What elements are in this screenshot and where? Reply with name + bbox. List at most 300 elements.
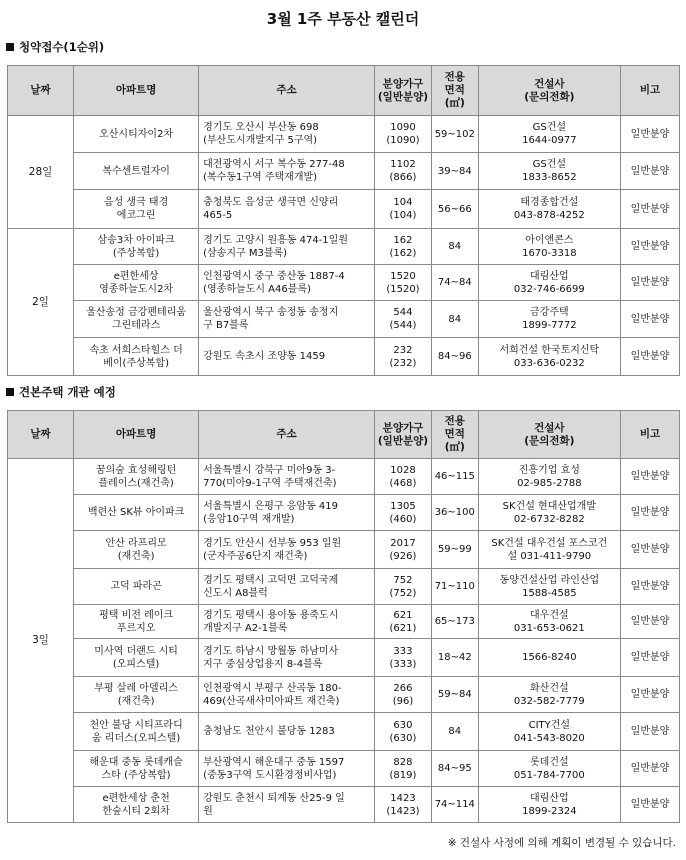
header-apartment-text: 아파트명 <box>115 428 157 440</box>
date-text: 2일 <box>32 295 49 308</box>
footnote: ※ 건설사 사정에 의해 계획이 변경될 수 있습니다. <box>447 837 676 849</box>
apartment-name-cell <box>74 116 199 153</box>
area-text: 65~173 <box>434 616 475 627</box>
address-text: 신도시 A8블럭 <box>203 587 268 599</box>
units-cell <box>375 677 432 713</box>
apartment-name-text: 움 리더스(오피스텔) <box>91 732 181 744</box>
address-cell <box>199 338 375 376</box>
apartment-name-text: 스타 (주상복합) <box>101 769 171 781</box>
apartment-name-cell <box>74 153 199 190</box>
header-date <box>8 66 74 116</box>
builder-text: 설 031-411-9790 <box>507 550 592 562</box>
note-cell <box>621 787 680 823</box>
address-text: (영종하늘도시 A46블록) <box>203 283 311 295</box>
header-builder-text: 건설사 <box>534 77 565 90</box>
builder-text: 화산건설 <box>530 682 569 694</box>
header-apartment <box>74 66 199 116</box>
note-text: 일반분양 <box>630 165 670 177</box>
apartment-name-text: 고덕 파라곤 <box>110 581 162 592</box>
builder-text: CITY건설 <box>528 719 571 731</box>
note-cell <box>621 338 680 376</box>
area-cell <box>431 531 478 569</box>
note-cell <box>621 153 680 190</box>
section-heading-model-house <box>6 384 116 400</box>
area-cell <box>431 190 478 229</box>
header-note-text: 비고 <box>639 84 661 96</box>
page-title: 3월 1주 부동산 캘린더 <box>266 10 420 28</box>
area-cell <box>431 495 478 531</box>
builder-text: 033-636-0232 <box>513 357 585 369</box>
apartment-name-text: 오산시티자이2차 <box>99 128 174 140</box>
note-text: 일반분양 <box>630 241 670 252</box>
address-text: 대전광역시 서구 복수동 277-48 <box>203 159 345 170</box>
note-cell <box>621 495 680 531</box>
area-cell <box>431 265 478 301</box>
header-units-text: 분양가구 <box>382 421 424 434</box>
apartment-name-text: 영종하늘도시2차 <box>99 283 174 295</box>
units-text: 1102 <box>390 159 416 170</box>
address-text: 770(미아9-1구역 주택재건축) <box>203 477 337 489</box>
address-text: 465-5 <box>203 210 233 221</box>
address-text: 강원도 춘천시 퇴계동 산25-9 일 <box>203 792 345 804</box>
address-text: 강원도 속초시 조양동 1459 <box>203 351 326 362</box>
header-address-text: 주소 <box>276 428 297 440</box>
builder-text: SK건설 대우건설 포스코건 <box>491 537 608 549</box>
address-text: 경기도 하남시 망월동 하남미사 <box>203 645 339 657</box>
area-text: 84~96 <box>437 351 472 362</box>
header-area-text: (㎡) <box>444 441 465 453</box>
note-text: 일반분양 <box>630 351 670 362</box>
apartment-name-text: 복수센트럴자이 <box>102 165 170 177</box>
address-text: 지구 중심상업용지 8-4블록 <box>203 658 323 670</box>
builder-text: 1644-0977 <box>522 135 577 146</box>
table-row <box>8 639 680 677</box>
area-text: 56~66 <box>437 203 472 215</box>
note-text: 일반분양 <box>630 581 670 592</box>
area-text: 84 <box>448 241 462 252</box>
units-text: (104) <box>389 210 417 221</box>
note-text: 일반분양 <box>630 203 670 215</box>
table-row <box>8 229 680 265</box>
header-area-text: 면적 <box>444 428 465 440</box>
apartment-name-text: 푸르지오 <box>116 622 156 634</box>
note-text: 일반분양 <box>630 128 670 140</box>
area-cell <box>431 713 478 751</box>
builder-text: 대림산업 <box>530 270 569 282</box>
builder-text: 대림산업 <box>530 792 569 804</box>
apartment-name-cell <box>74 605 199 639</box>
address-text: 구 B7블록 <box>203 320 249 331</box>
header-address <box>199 66 375 116</box>
note-text: 일반분양 <box>630 726 670 737</box>
note-cell <box>621 751 680 787</box>
table-row <box>8 713 680 751</box>
units-cell <box>375 190 432 229</box>
builder-text: 041-543-8020 <box>513 732 585 744</box>
apartment-name-text: 부평 살레 아델리스 <box>94 682 178 694</box>
builder-cell <box>478 229 620 265</box>
address-text: 469(산곡새사미아파트 재건축) <box>203 695 340 707</box>
address-text: (응암10구역 재개발) <box>203 513 295 525</box>
apartment-name-text: e편한세상 <box>113 270 159 282</box>
builder-text: 032-582-7779 <box>513 695 585 707</box>
units-text: 333 <box>393 645 413 657</box>
units-text: 104 <box>393 197 413 208</box>
note-cell <box>621 190 680 229</box>
address-text: 부산광역시 해운대구 중동 1597 <box>203 756 345 768</box>
builder-cell <box>478 116 620 153</box>
units-cell <box>375 495 432 531</box>
units-text: 162 <box>393 234 413 246</box>
area-text: 18~42 <box>437 652 472 663</box>
builder-cell <box>478 531 620 569</box>
header-date <box>8 411 74 459</box>
apartment-name-cell <box>74 787 199 823</box>
note-cell <box>621 459 680 495</box>
builder-cell <box>478 459 620 495</box>
apartment-name-text: 에코그린 <box>116 210 156 221</box>
builder-cell <box>478 569 620 605</box>
builder-text: 대우건설 <box>530 609 569 621</box>
note-cell <box>621 639 680 677</box>
table-row <box>8 265 680 301</box>
builder-cell <box>478 639 620 677</box>
table-row <box>8 153 680 190</box>
builder-text: 1588-4585 <box>522 587 577 599</box>
area-text: 46~115 <box>434 471 475 482</box>
apartment-name-text: 해운대 중동 롯데캐슬 <box>89 756 183 768</box>
area-text: 84 <box>448 313 462 325</box>
builder-cell <box>478 787 620 823</box>
apartment-name-text: 백련산 SK뷰 아이파크 <box>87 507 185 518</box>
address-text: 충청남도 천안시 불당동 1283 <box>203 726 335 737</box>
apartment-name-text: 속초 서희스타힐스 더 <box>89 344 183 356</box>
header-area-text: 면적 <box>444 84 465 96</box>
units-text: 1423 <box>390 792 416 804</box>
units-text: (819) <box>389 769 417 781</box>
builder-cell <box>478 338 620 376</box>
units-text: 828 <box>393 756 413 768</box>
area-cell <box>431 338 478 376</box>
units-cell <box>375 265 432 301</box>
date-text: 28일 <box>28 165 53 178</box>
units-text: 1028 <box>390 464 416 476</box>
address-text: (군자주공6단지 재건축) <box>203 550 308 562</box>
builder-text: 아이앤콘스 <box>525 234 574 246</box>
date-cell <box>8 459 74 823</box>
builder-cell <box>478 190 620 229</box>
apartment-name-cell <box>74 229 199 265</box>
area-cell <box>431 605 478 639</box>
address-text: 경기도 오산시 부산동 698 <box>203 122 319 133</box>
model-house-table <box>7 410 680 823</box>
units-cell <box>375 459 432 495</box>
address-cell <box>199 639 375 677</box>
note-text: 일반분양 <box>630 544 670 555</box>
units-text: (232) <box>389 357 417 369</box>
units-text: 544 <box>393 307 413 318</box>
note-text: 일반분양 <box>630 471 670 482</box>
apartment-name-text: 평택 비전 레이크 <box>99 609 174 621</box>
units-text: (96) <box>392 695 414 707</box>
subscription-table <box>7 65 680 376</box>
units-cell <box>375 713 432 751</box>
note-cell <box>621 301 680 338</box>
square-bullet-icon <box>6 388 14 396</box>
header-builder <box>478 66 620 116</box>
units-text: (630) <box>389 732 417 744</box>
address-cell <box>199 787 375 823</box>
units-text: 752 <box>393 574 413 586</box>
apartment-name-cell <box>74 459 199 495</box>
builder-text: 금강주택 <box>530 307 569 318</box>
builder-cell <box>478 605 620 639</box>
table-row <box>8 301 680 338</box>
apartment-name-text: 천안 불당 시티프라디 <box>89 719 183 731</box>
note-cell <box>621 677 680 713</box>
table-row <box>8 459 680 495</box>
units-cell <box>375 531 432 569</box>
address-cell <box>199 116 375 153</box>
units-cell <box>375 787 432 823</box>
header-date-text: 날짜 <box>30 84 51 96</box>
table-row <box>8 338 680 376</box>
address-cell <box>199 229 375 265</box>
header-builder-text: (문의전화) <box>524 90 575 103</box>
apartment-name-text: e편한세상 춘천 <box>102 792 170 804</box>
address-cell <box>199 495 375 531</box>
builder-cell <box>478 301 620 338</box>
address-cell <box>199 153 375 190</box>
units-text: (752) <box>389 587 417 599</box>
section-heading-subscription <box>6 39 104 55</box>
builder-text: 진흥기업 효성 <box>518 464 580 476</box>
address-text: 서울특별시 은평구 응암동 419 <box>203 500 339 512</box>
apartment-name-text: 베이(주상복합) <box>103 357 169 369</box>
units-text: (333) <box>389 658 417 670</box>
area-cell <box>431 153 478 190</box>
address-cell <box>199 569 375 605</box>
section-label: 견본주택 개관 예정 <box>19 385 116 399</box>
apartment-name-text: 울산송정 금강펜테리움 <box>86 307 186 318</box>
header-apartment-text: 아파트명 <box>115 84 157 96</box>
address-text: 경기도 안산시 선부동 953 일원 <box>203 537 342 549</box>
apartment-name-cell <box>74 190 199 229</box>
units-text: (926) <box>389 550 417 562</box>
area-cell <box>431 639 478 677</box>
address-text: 원 <box>203 805 213 817</box>
header-area-text: (㎡) <box>444 97 465 109</box>
builder-text: 02-985-2788 <box>517 477 582 489</box>
units-text: 621 <box>393 609 413 621</box>
area-text: 39~84 <box>437 165 472 177</box>
header-note <box>621 66 680 116</box>
units-text: (162) <box>389 247 417 259</box>
area-cell <box>431 751 478 787</box>
builder-text: 1833-8652 <box>522 172 577 183</box>
header-note-text: 비고 <box>639 428 661 440</box>
area-text: 36~100 <box>434 507 475 518</box>
note-cell <box>621 713 680 751</box>
units-cell <box>375 639 432 677</box>
address-cell <box>199 531 375 569</box>
note-cell <box>621 531 680 569</box>
area-text: 59~102 <box>434 128 475 140</box>
apartment-name-cell <box>74 338 199 376</box>
header-note <box>621 411 680 459</box>
note-text: 일반분양 <box>630 763 670 774</box>
builder-text: 1899-7772 <box>522 320 577 331</box>
apartment-name-cell <box>74 301 199 338</box>
apartment-name-text: 그린테라스 <box>111 320 161 331</box>
note-text: 일반분양 <box>630 799 670 810</box>
builder-text: 02-6732-8282 <box>513 513 585 525</box>
address-text: 개발지구 A2-1블록 <box>203 622 288 634</box>
table-row <box>8 190 680 229</box>
table-row <box>8 787 680 823</box>
area-text: 59~84 <box>437 689 472 700</box>
apartment-name-cell <box>74 639 199 677</box>
note-cell <box>621 605 680 639</box>
header-units <box>375 66 432 116</box>
builder-cell <box>478 495 620 531</box>
address-cell <box>199 751 375 787</box>
table-row <box>8 677 680 713</box>
header-builder-text: 건설사 <box>534 421 565 434</box>
apartment-name-cell <box>74 713 199 751</box>
square-bullet-icon <box>6 43 14 51</box>
builder-text: GS건설 <box>532 159 567 170</box>
units-text: (544) <box>389 320 417 331</box>
header-units <box>375 411 432 459</box>
apartment-name-text: 안산 라프리모 <box>105 537 167 549</box>
table-row <box>8 751 680 787</box>
units-text: (460) <box>389 513 417 525</box>
apartment-name-text: (재건축) <box>117 695 155 707</box>
address-text: 인천광역시 부평구 산곡동 180- <box>203 682 342 694</box>
table-header-row <box>8 66 680 116</box>
address-text: (삼송지구 M3블록) <box>203 247 288 259</box>
builder-text: 서희건설 한국토지신탁 <box>499 344 600 356</box>
apartment-name-text: 꿈의숲 효성해링턴 <box>95 464 177 476</box>
apartment-name-cell <box>74 677 199 713</box>
units-text: (1090) <box>386 135 420 146</box>
address-cell <box>199 713 375 751</box>
note-text: 일반분양 <box>630 313 670 325</box>
header-builder <box>478 411 620 459</box>
units-text: (621) <box>389 622 417 634</box>
header-units-text: (일반분양) <box>377 434 429 447</box>
address-text: (복수동1구역 주택재개발) <box>203 172 318 183</box>
area-text: 74~114 <box>434 799 475 810</box>
note-cell <box>621 229 680 265</box>
area-cell <box>431 116 478 153</box>
builder-cell <box>478 713 620 751</box>
area-cell <box>431 459 478 495</box>
address-text: 경기도 고양시 원흥동 474-1일원 <box>203 234 348 246</box>
units-text: 2017 <box>390 537 416 549</box>
note-text: 일반분양 <box>630 277 670 288</box>
builder-text: 032-746-6699 <box>513 283 585 295</box>
area-text: 71~110 <box>434 581 475 592</box>
date-cell <box>8 229 74 376</box>
address-cell <box>199 265 375 301</box>
apartment-name-text: 미사역 더랜드 시티 <box>94 645 178 657</box>
address-text: 경기도 평택시 용이동 용죽도시 <box>203 609 339 621</box>
note-cell <box>621 569 680 605</box>
apartment-name-text: 플레이스(재건축) <box>98 477 174 489</box>
units-text: (866) <box>389 172 417 183</box>
header-address <box>199 411 375 459</box>
units-cell <box>375 153 432 190</box>
units-cell <box>375 301 432 338</box>
address-cell <box>199 301 375 338</box>
builder-text: 동양건설산업 라인산업 <box>499 574 600 586</box>
table-row <box>8 605 680 639</box>
apartment-name-text: (주상복합) <box>112 247 160 259</box>
area-text: 59~99 <box>437 544 472 555</box>
units-cell <box>375 116 432 153</box>
builder-text: 031-653-0621 <box>513 622 585 634</box>
header-address-text: 주소 <box>276 84 297 96</box>
builder-text: 1899-2324 <box>522 805 577 817</box>
area-cell <box>431 301 478 338</box>
builder-cell <box>478 153 620 190</box>
address-cell <box>199 605 375 639</box>
builder-cell <box>478 265 620 301</box>
apartment-name-cell <box>74 265 199 301</box>
apartment-name-text: 음성 생극 태경 <box>103 197 169 208</box>
address-text: 충청북도 음성군 생극면 신양리 <box>203 197 339 208</box>
address-text: 서울특별시 강북구 미아9동 3- <box>203 464 336 476</box>
builder-text: GS건설 <box>532 122 567 133</box>
note-text: 일반분양 <box>630 689 670 700</box>
units-cell <box>375 751 432 787</box>
table-row <box>8 531 680 569</box>
section-label: 청약접수(1순위) <box>19 40 105 54</box>
date-cell <box>8 116 74 229</box>
area-cell <box>431 569 478 605</box>
apartment-name-text: (오피스텔) <box>112 658 160 670</box>
area-cell <box>431 229 478 265</box>
header-area <box>431 66 478 116</box>
area-text: 84~95 <box>437 763 472 774</box>
units-text: 232 <box>393 344 413 356</box>
address-cell <box>199 677 375 713</box>
address-cell <box>199 190 375 229</box>
note-text: 일반분양 <box>630 616 670 627</box>
units-text: 1305 <box>390 500 416 512</box>
header-units-text: (일반분양) <box>377 90 429 103</box>
units-cell <box>375 229 432 265</box>
table-row <box>8 569 680 605</box>
builder-text: 1670-3318 <box>522 247 577 259</box>
note-text: 일반분양 <box>630 507 670 518</box>
address-cell <box>199 459 375 495</box>
date-text: 3일 <box>32 634 49 646</box>
header-date-text: 날짜 <box>30 428 51 440</box>
address-text: 인천광역시 중구 중산동 1887-4 <box>203 270 345 282</box>
units-text: 266 <box>393 682 413 694</box>
area-cell <box>431 677 478 713</box>
builder-cell <box>478 751 620 787</box>
address-text: (중동3구역 도시환경정비사업) <box>203 769 337 781</box>
builder-cell <box>478 677 620 713</box>
address-text: (부산도시개발지구 5구역) <box>203 135 318 146</box>
table-row <box>8 116 680 153</box>
area-cell <box>431 787 478 823</box>
table-header-row <box>8 411 680 459</box>
